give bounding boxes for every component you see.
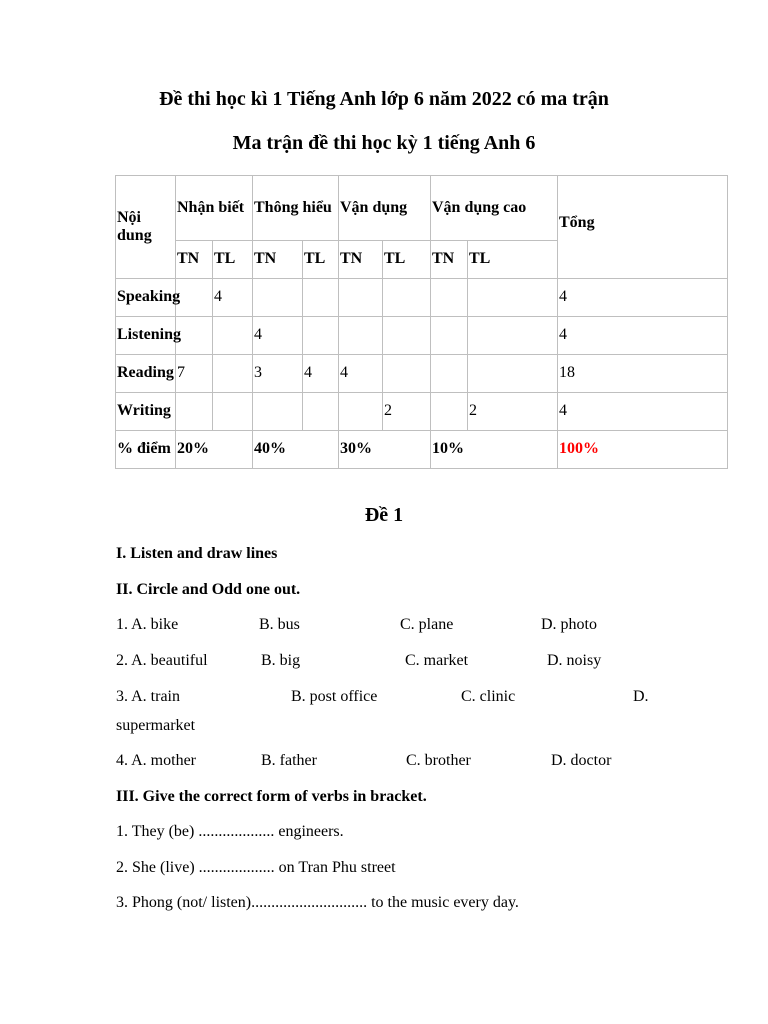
q2-option-d: D. noisy	[547, 652, 602, 669]
q3-option-c: C. clinic	[461, 688, 516, 705]
subheader-tn: TN	[431, 241, 468, 279]
subheader-tn: TN	[339, 241, 383, 279]
percent-recognition: 20%	[176, 431, 253, 469]
table-cell: 4	[339, 355, 383, 393]
table-cell	[431, 355, 468, 393]
percent-high-application: 10%	[431, 431, 558, 469]
q3-option-b: B. post office	[291, 688, 378, 705]
table-cell	[176, 393, 213, 431]
q4-option-d: D. doctor	[551, 752, 612, 769]
q1-option-d: D. photo	[541, 616, 597, 633]
table-cell: 4	[213, 279, 253, 317]
q1-option-c: C. plane	[400, 616, 454, 633]
table-header-row	[116, 176, 728, 241]
document-title: Đề thi học kì 1 Tiếng Anh lớp 6 năm 2022 có ma trận	[159, 88, 609, 110]
subheader-tl: TL	[213, 241, 253, 279]
row-skill: Writing	[116, 393, 176, 431]
subheader-tn: TN	[253, 241, 303, 279]
row-percent-label: % điểm	[116, 431, 176, 469]
header-comprehension: Thông hiểu	[253, 176, 339, 241]
table-cell: 4	[253, 317, 303, 355]
table-cell	[339, 279, 383, 317]
row-skill: Listening	[116, 317, 176, 355]
table-cell	[468, 355, 558, 393]
table-cell	[431, 393, 468, 431]
q3-option-a: 3. A. train	[116, 688, 180, 705]
header-application: Vận dụng	[339, 176, 431, 241]
q1-option-a: 1. A. bike	[116, 616, 179, 633]
table-cell: 7	[176, 355, 213, 393]
subheader-tl: TL	[468, 241, 558, 279]
q3-option-d: D.	[633, 688, 649, 705]
table-cell	[468, 317, 558, 355]
table-cell	[303, 393, 339, 431]
table-cell	[339, 317, 383, 355]
table-row-reading	[116, 355, 728, 393]
header-high-application: Vận dụng cao	[431, 176, 558, 241]
table-cell	[383, 279, 431, 317]
table-cell: 2	[468, 393, 558, 431]
percent-total: 100%	[558, 431, 728, 469]
q3-option-d-text: supermarket	[116, 717, 196, 734]
q2-option-b: B. big	[261, 652, 301, 669]
table-cell: 3	[253, 355, 303, 393]
table-cell	[213, 317, 253, 355]
table-cell	[303, 279, 339, 317]
header-recognition: Nhận biết	[176, 176, 253, 241]
table-cell-total: 4	[558, 393, 728, 431]
table-cell	[339, 393, 383, 431]
row-skill: Speaking	[116, 279, 176, 317]
subheader-tl: TL	[303, 241, 339, 279]
table-cell	[383, 317, 431, 355]
exam-matrix-table	[115, 175, 728, 469]
table-row-listening	[116, 317, 728, 355]
table-cell-total: 4	[558, 317, 728, 355]
section-3-heading: III. Give the correct form of verbs in bracket.	[116, 788, 427, 805]
header-total: Tổng	[558, 176, 728, 279]
table-cell	[176, 279, 213, 317]
q1-option-b: B. bus	[259, 616, 300, 633]
table-cell-total: 4	[558, 279, 728, 317]
percent-comprehension: 40%	[253, 431, 339, 469]
exam-heading: Đề 1	[364, 504, 404, 526]
table-cell	[176, 317, 213, 355]
question-4	[116, 752, 656, 772]
table-cell	[253, 279, 303, 317]
q2-option-c: C. market	[405, 652, 469, 669]
section-1-heading: I. Listen and draw lines	[116, 545, 278, 562]
table-cell: 4	[303, 355, 339, 393]
table-cell	[431, 317, 468, 355]
table-cell: 2	[383, 393, 431, 431]
table-row-percent	[116, 431, 728, 469]
header-content: Nội dung	[116, 176, 176, 279]
verb-question-2: 2. She (live) ................... on Tran Phu street	[116, 859, 396, 876]
table-cell	[213, 355, 253, 393]
matrix-title: Ma trận đề thi học kỳ 1 tiếng Anh 6	[232, 132, 536, 154]
verb-question-3: 3. Phong (not/ listen)............................. to the music every day.	[116, 894, 519, 911]
q4-option-b: B. father	[261, 752, 317, 769]
table-cell	[468, 279, 558, 317]
row-skill: Reading	[116, 355, 176, 393]
q2-option-a: 2. A. beautiful	[116, 652, 208, 669]
table-row-writing	[116, 393, 728, 431]
section-2-heading: II. Circle and Odd one out.	[116, 581, 301, 598]
subheader-tl: TL	[383, 241, 431, 279]
table-cell	[253, 393, 303, 431]
q4-option-a: 4. A. mother	[116, 752, 196, 769]
table-cell-total: 18	[558, 355, 728, 393]
percent-application: 30%	[339, 431, 431, 469]
table-cell	[303, 317, 339, 355]
question-2	[116, 652, 656, 672]
q4-option-c: C. brother	[406, 752, 471, 769]
subheader-tn: TN	[176, 241, 213, 279]
table-cell	[431, 279, 468, 317]
question-1	[116, 616, 656, 636]
question-3	[116, 688, 656, 738]
table-cell	[213, 393, 253, 431]
table-cell	[383, 355, 431, 393]
table-row-speaking	[116, 279, 728, 317]
verb-question-1: 1. They (be) ................... engineers.	[116, 823, 344, 840]
